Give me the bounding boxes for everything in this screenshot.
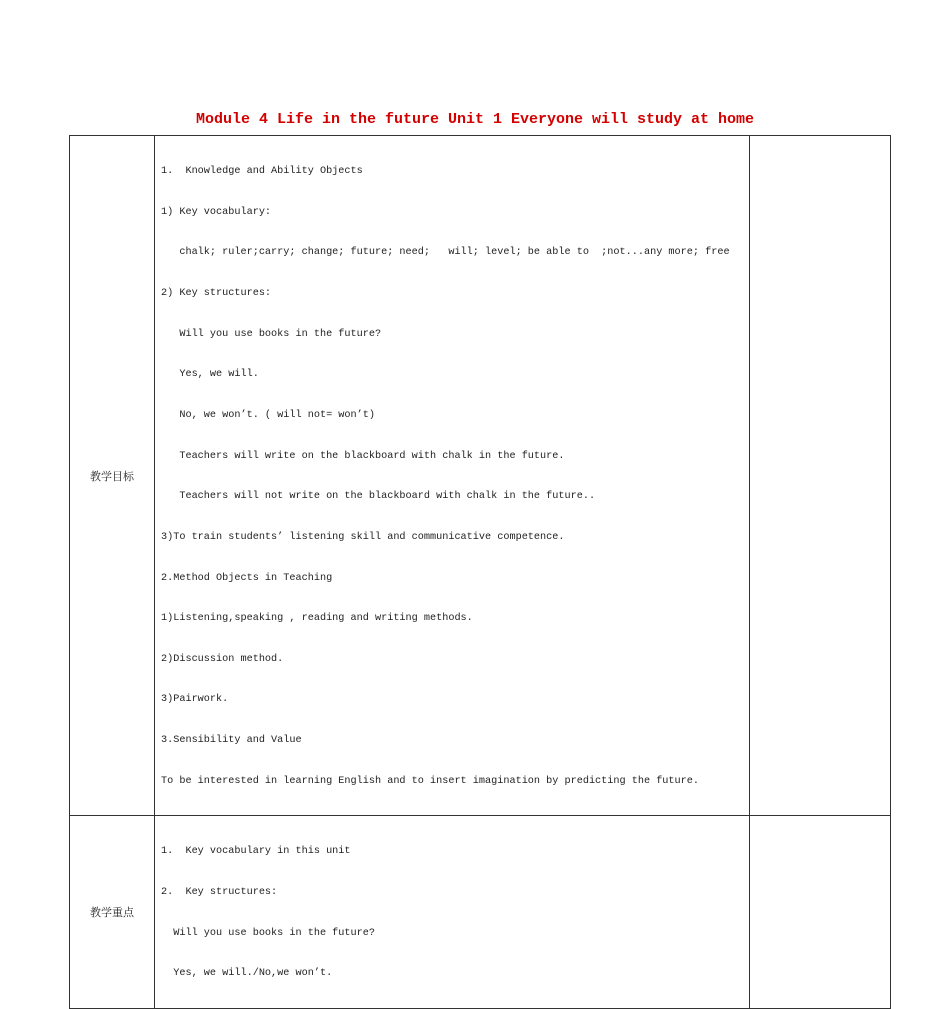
teaching-objectives-lines	[155, 136, 749, 815]
text-line: Will you use books in the future?	[161, 927, 375, 939]
row-label-teaching-focus: 教学重点	[70, 816, 155, 1009]
text-line: Will you use books in the future?	[161, 328, 382, 340]
text-line: chalk; ruler;carry; change; future; need; will; level; be able to ;not...any more; free	[161, 247, 730, 259]
lesson-plan-table	[69, 135, 891, 1009]
teaching-objectives-content	[155, 136, 750, 816]
notes-cell-empty	[750, 136, 891, 816]
text-line: 2.Method Objects in Teaching	[161, 572, 333, 584]
text-line: Teachers will write on the blackboard with chalk in the future.	[161, 450, 565, 462]
text-line: Yes, we will./No,we won’t.	[161, 968, 333, 980]
text-line: To be interested in learning English and to insert imagination by predicting the future.	[161, 775, 699, 787]
text-line: 3.Sensibility and Value	[161, 735, 302, 747]
text-line: 3)To train students’ listening skill and communicative competence.	[161, 531, 565, 543]
text-line: 1) Key vocabulary:	[161, 206, 272, 218]
text-line: 1)Listening,speaking , reading and writing methods.	[161, 613, 473, 625]
teaching-focus-content	[155, 816, 750, 1009]
text-line: 1. Key vocabulary in this unit	[161, 846, 351, 858]
text-line: 1. Knowledge and Ability Objects	[161, 166, 363, 178]
text-line: Yes, we will.	[161, 369, 259, 381]
text-line: Teachers will not write on the blackboard with chalk in the future..	[161, 491, 596, 503]
notes-cell-empty	[750, 816, 891, 1009]
text-line: 2. Key structures:	[161, 887, 278, 899]
text-line: 2)Discussion method.	[161, 653, 284, 665]
text-line: 3)Pairwork.	[161, 694, 229, 706]
table-row-teaching-objectives	[70, 136, 891, 816]
table-row-teaching-focus	[70, 816, 891, 1009]
text-line: 2) Key structures:	[161, 288, 272, 300]
text-line: No, we won’t. ( will not= won’t)	[161, 409, 375, 421]
row-label-teaching-objectives: 教学目标	[70, 136, 155, 816]
teaching-focus-lines	[155, 816, 749, 1008]
document-title: Module 4 Life in the future Unit 1 Everyone will study at home	[195, 111, 755, 128]
